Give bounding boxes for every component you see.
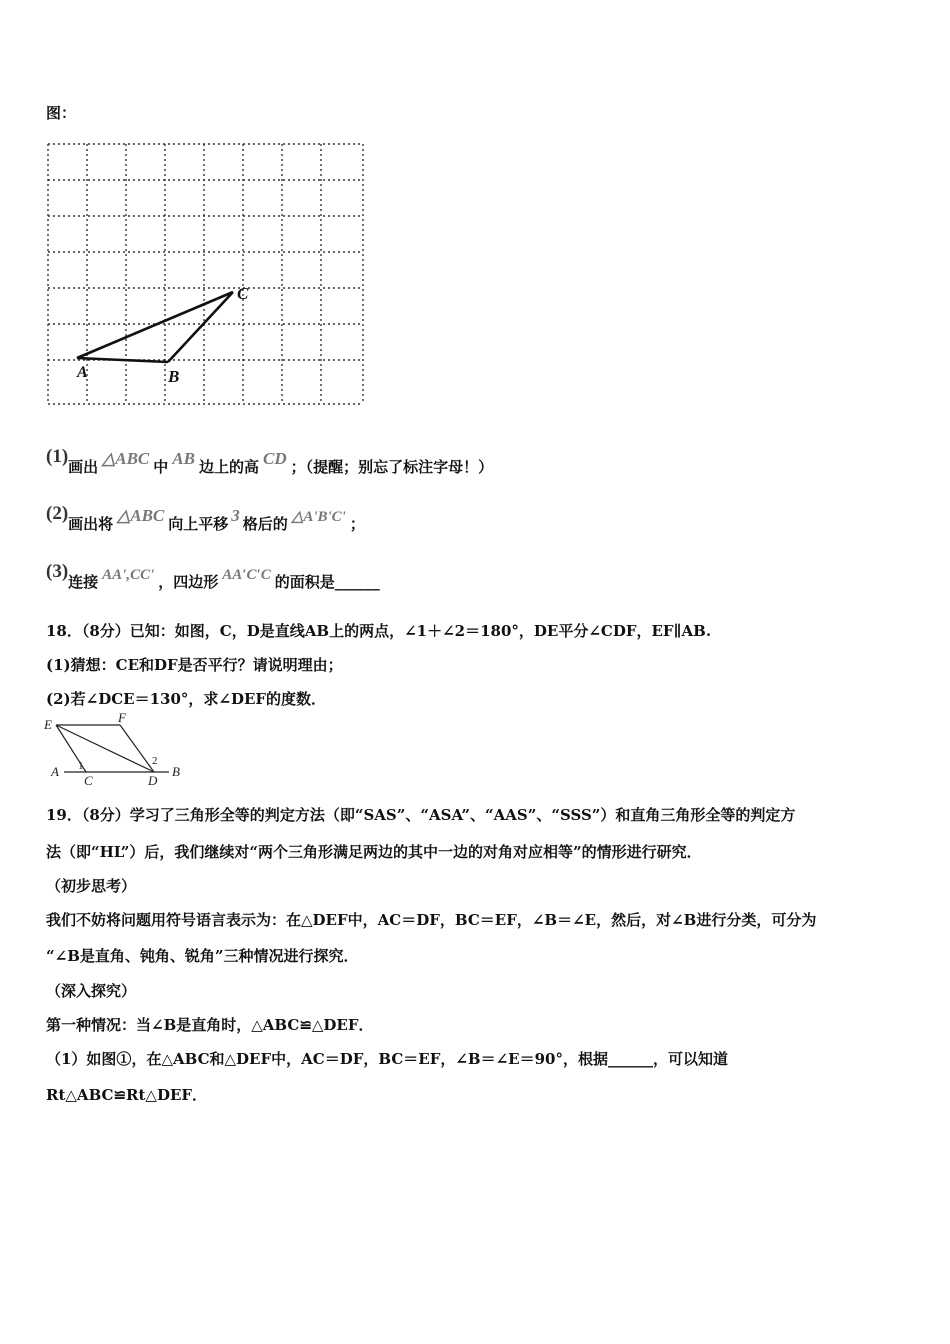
triangle-abc: [77, 292, 233, 362]
q19-line4: “∠B是直角、钝角、锐角”三种情况进行探究．: [46, 947, 359, 965]
grid-lines: [48, 144, 363, 404]
q18-part2: (2)若∠DCE＝130°，求∠DEF的度数．: [46, 690, 327, 708]
grid-triangle-figure: [40, 136, 375, 416]
angle-label-1: 1: [78, 760, 84, 772]
vertex-label-b: B: [168, 367, 180, 386]
q19-line7: Rt△ABC≌Rt△DEF．: [46, 1086, 208, 1104]
angle-label-2: 2: [152, 755, 158, 767]
point-label-c: C: [84, 773, 93, 786]
part-number: (3): [46, 561, 69, 582]
vertex-label-a: A: [77, 364, 88, 381]
point-label-b: B: [172, 764, 180, 779]
q19-heading-preliminary: （初步思考）: [46, 877, 137, 895]
part-number: (1): [46, 446, 69, 467]
q19-line6: （1）如图①，在△ABC和△DEF中，AC＝DF，BC＝EF，∠B＝∠E＝90°，根据______，可以知道: [46, 1050, 728, 1068]
q17-part2: (2)画出将 △ABC 向上平移 3 格后的 △A'B'C' ；: [46, 503, 365, 533]
q17-part3: (3)连接 AA',CC' ，四边形 AA′C′C 的面积是______: [46, 561, 380, 591]
parallel-lines-figure: [42, 710, 192, 786]
q19-line3: 我们不妨将问题用符号语言表示为：在△DEF中，AC＝DF，BC＝EF，∠B＝∠E，然后，对∠B进行分类，可分为: [46, 911, 817, 929]
q18-heading: 18．（8分）已知：如图，C，D是直线AB上的两点，∠1＋∠2＝180°，DE平分∠CDF，EF∥AB.: [46, 622, 712, 640]
q19-line1: 19．（8分）学习了三角形全等的判定方法（即“SAS”、“ASA”、“AAS”、“SSS”）和直角三角形全等的判定方: [46, 806, 796, 824]
q18-part1: (1)猜想：CE和DF是否平行？请说明理由；: [46, 656, 343, 674]
point-label-a: A: [51, 764, 59, 779]
q19-line5: 第一种情况：当∠B是直角时，△ABC≌△DEF．: [46, 1016, 374, 1034]
vertex-label-c: C: [237, 284, 249, 303]
q17-part1: (1)画出 △ABC 中 AB 边上的高 CD ；（提醒；别忘了标注字母！）: [46, 446, 494, 476]
figure-intro-label: 图：: [46, 104, 77, 122]
point-label-d: D: [148, 773, 158, 786]
part-number: (2): [46, 503, 69, 524]
point-label-e: E: [44, 717, 52, 732]
point-label-f: F: [118, 710, 126, 725]
q19-line2: 法（即“HL”）后，我们继续对“两个三角形满足两边的其中一边的对角对应相等”的情形进行研究．: [46, 843, 702, 861]
q19-heading-deep: （深入探究）: [46, 982, 137, 1000]
